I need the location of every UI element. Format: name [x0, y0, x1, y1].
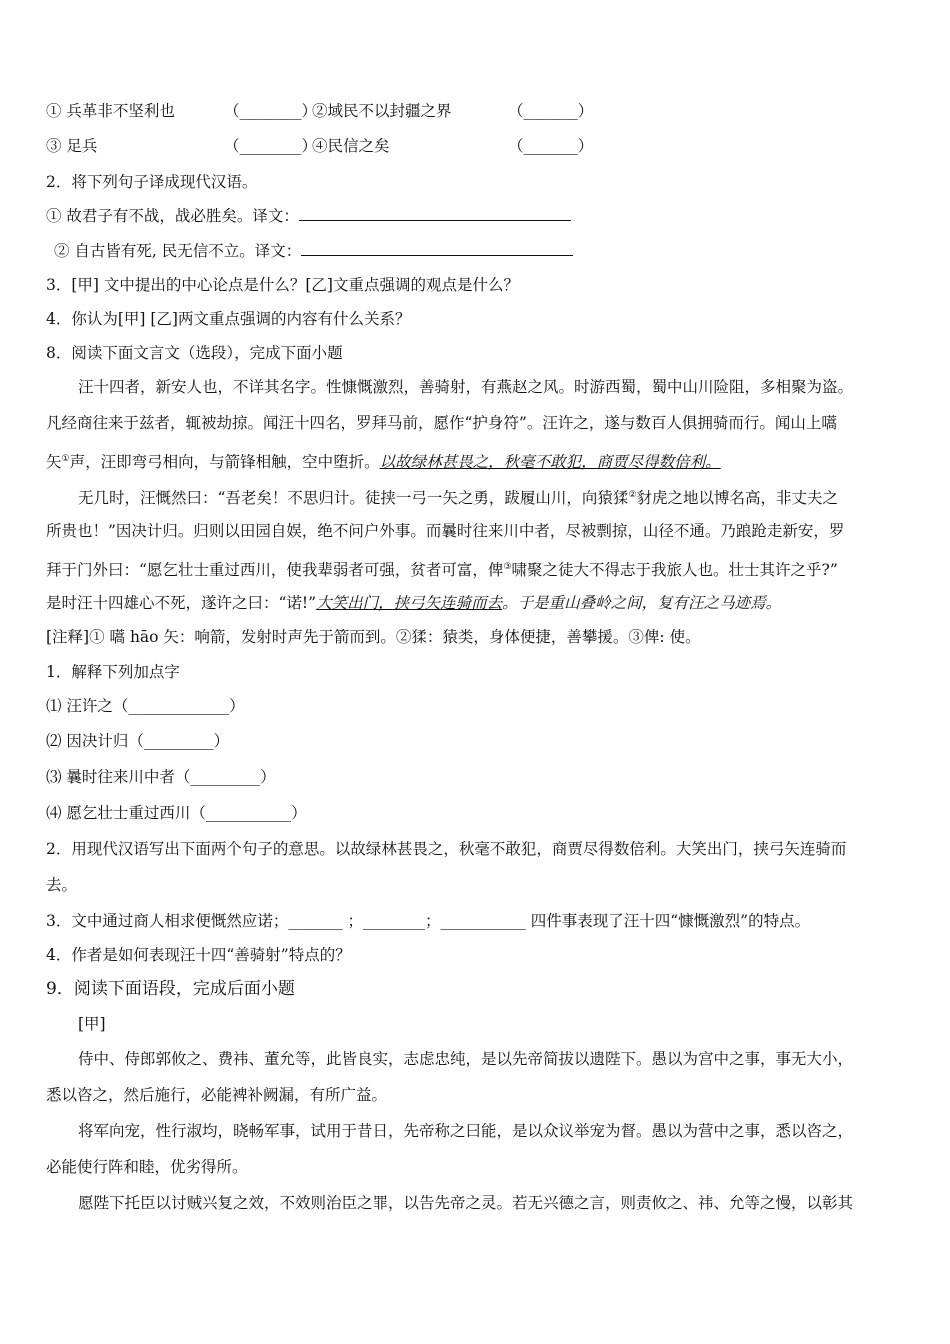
item-1-blank[interactable]: （________） — [224, 102, 318, 120]
q9-title: 9．阅读下面语段，完成后面小题 — [46, 979, 295, 999]
q7-question-4: 4．你认为[甲] [乙]两文重点强调的内容有什么关系？ — [46, 310, 411, 328]
q7-question-2: 2．将下列句子译成现代汉语。 — [46, 173, 258, 191]
q8-para2-line2: 所贵也！”因决计归。归则以田园自娱，绝不问户外事。而曩时往来川中者，尽被剽掠，山径不通。乃踉跄走新安，罗 — [46, 522, 845, 540]
q8-para2-line4 — [46, 593, 781, 613]
q7-row-1 — [46, 101, 175, 121]
text-span: 。于是重山叠岭之间，复有汪之马迹焉。 — [502, 594, 782, 612]
underlined-sentence-1: 以故绿林甚畏之，秋毫不敢犯，商贾尽得数倍利。 — [379, 453, 721, 472]
q8-para1-line2: 凡经商往来于兹者，辄被劫掠。闻汪十四名，罗拜马前，愿作“护身符”。汪许之，遂与数百人俱拥骑而行。闻山上嚆 — [46, 414, 837, 432]
q9-para2-line2: 必能使行阵和睦，优劣得所。 — [46, 1158, 248, 1176]
text-span: 是时汪十四雄心不死，遂许之曰：“诺!” — [46, 594, 317, 612]
q8-para2-line1 — [46, 485, 838, 508]
q7-row-2 — [46, 136, 97, 156]
q8-sq1-item-4[interactable]: ⑷ 愿乞壮士重过西川（___________） — [46, 804, 307, 822]
q8-sub-question-1: 1．解释下列加点字 — [46, 663, 180, 681]
q8-sub-question-4: 4．作者是如何表现汪十四“善骑射”特点的？ — [46, 946, 351, 964]
item-4-label: ④民信之矣 — [312, 137, 390, 155]
footnote-marker-1: ① — [61, 454, 70, 464]
q9-section-jia: [甲] — [78, 1015, 106, 1033]
underlined-sentence-2: 大笑出门，挟弓矢连骑而去 — [316, 594, 503, 612]
text-span: 啸聚之徒大不得志于我旅人也。壮士其许之乎?” — [511, 561, 838, 580]
q9-para3-line1: 愿陛下托臣以讨贼兴复之效，不效则治臣之罪，以告先帝之灵。若无兴德之言，则责攸之、祎、允等之慢，以彰其 — [78, 1194, 854, 1212]
q8-sq1-item-3[interactable]: ⑶ 曩时往来川中者（_________） — [46, 768, 276, 786]
q8-para1-line1: 汪十四者，新安人也，不详其名字。性慷慨激烈，善骑射，有燕赵之风。时游西蜀，蜀中山川险阻，多相聚为盗。 — [78, 378, 854, 396]
q9-para2-line1: 将军向宠，性行淑均，晓畅军事，试用于昔日，先帝称之曰能，是以众议举宠为督。愚以为营中之事，悉以咨之， — [78, 1122, 854, 1140]
translation-2-blank[interactable] — [301, 241, 573, 256]
item-1-label: ① 兵革非不坚利也 — [46, 102, 175, 120]
q9-para1-line1: 侍中、侍郎郭攸之、费祎、董允等，此皆良实，志虑忠纯，是以先帝简拔以遗陛下。愚以为宫中之事，事无大小， — [78, 1050, 854, 1068]
text-span: 矢 — [46, 453, 62, 472]
q7-question-3: 3．[甲] 文中提出的中心论点是什么？[乙]文重点强调的观点是什么？ — [46, 276, 519, 294]
q8-sub-question-2-line1: 2．用现代汉语写出下面两个句子的意思。以故绿林甚畏之，秋毫不敢犯，商贾尽得数倍利。大笑出门，挟弓矢连骑而 — [46, 840, 847, 858]
q8-sub-question-2-line2: 去。 — [46, 876, 78, 894]
q8-sq1-item-1[interactable]: ⑴ 汪许之（_____________） — [46, 697, 245, 715]
text-span: 拜于门外曰：“愿乞壮士重过西川，使我辈弱者可强，贫者可富，俾 — [46, 561, 504, 580]
text-span: 豺虎之地以博名高，非丈夫之 — [636, 489, 839, 508]
q8-sub-question-3[interactable]: 3．文中通过商人相求便慨然应诺；_______ ；________；___________ 四件事表现了汪十四“慷慨激烈”的特点。 — [46, 912, 811, 930]
q8-para1-line3 — [46, 449, 721, 472]
q8-para2-line3 — [46, 557, 838, 580]
q9-para1-line2: 悉以咨之，然后施行，必能裨补阙漏，有所广益。 — [46, 1086, 388, 1104]
q8-title: 8．阅读下面文言文（选段），完成下面小题 — [46, 344, 343, 362]
text-span: 声，汪即弯弓相向，与箭锋相触，空中堕折。 — [69, 453, 380, 472]
footnote-marker-3: ③ — [503, 562, 512, 572]
footnote-marker-2: ② — [628, 490, 637, 500]
sentence-2-text: ② 自古皆有死, 民无信不立。译文： — [54, 242, 302, 260]
item-3-blank[interactable]: （________） — [224, 137, 318, 155]
q8-sq1-item-2[interactable]: ⑵ 因决计归（_________） — [46, 732, 230, 750]
sentence-1-text: ① 故君子有不战，战必胜矣。译文： — [46, 207, 299, 225]
q7-q2-sentence-1 — [46, 206, 571, 226]
item-3-label: ③ 足兵 — [46, 137, 98, 155]
item-2-label: ②域民不以封疆之界 — [312, 102, 452, 120]
item-4-blank[interactable]: （_______） — [508, 137, 594, 155]
q7-q2-sentence-2 — [54, 241, 573, 261]
q8-notes: [注释]① 嚆 hāo 矢：响箭，发射时声先于箭而到。②猱：猿类，身体便捷，善攀援。③俾: 使。 — [46, 628, 701, 646]
text-span: 无几时，汪慨然曰：“吾老矣！不思归计。徒挟一弓一矢之勇，跋履山川，向猿猱 — [78, 489, 629, 508]
translation-1-blank[interactable] — [299, 206, 571, 221]
item-2-blank[interactable]: （_______） — [508, 102, 594, 120]
